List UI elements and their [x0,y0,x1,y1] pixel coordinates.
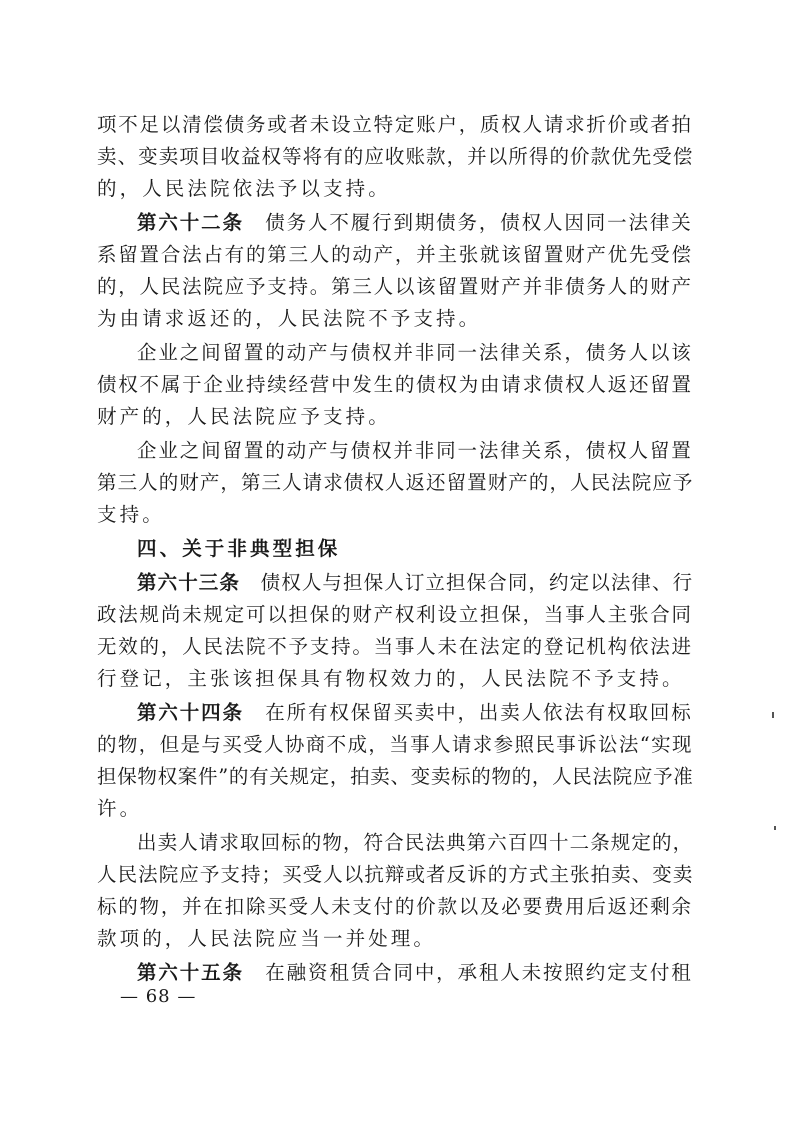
article-number: 第六十四条 [137,701,244,724]
text-line [97,274,693,300]
text-line [97,306,481,332]
text-line [97,666,685,692]
line-text: 企业之间留置的动产与债权并非同一法律关系，债权人留置 [137,439,693,462]
text-line [97,862,693,888]
text-line [97,176,391,202]
line-text: 的，人民法院应予支持。第三人以该留置财产并非债务人的财产 [97,275,693,298]
text-line [137,830,693,856]
text-line [137,438,693,464]
text-line [97,404,391,430]
line-text: 第三人的财产，第三人请求债权人返还留置财产的，人民法院应予 [97,471,694,494]
text-line [97,502,165,528]
text-line [97,112,693,138]
text-line [97,732,693,758]
line-text: 款项的，人民法院应当一并处理。 [97,927,437,950]
scan-speck [772,712,774,718]
line-text: 支持。 [97,503,165,526]
text-line [97,372,693,398]
text-line [137,210,693,236]
line-text: 行登记，主张该担保具有物权效力的，人民法院不予支持。 [97,667,685,690]
article-number: 第六十三条 [137,571,241,594]
line-text: 出卖人请求取回标的物，符合民法典第六百四十二条规定的， [137,831,694,854]
text-line [137,960,693,986]
section-heading [137,536,340,562]
text-line [97,894,693,920]
line-text: 企业之间留置的动产与债权并非同一法律关系，债务人以该 [137,341,693,364]
text-line [137,340,693,366]
scan-speck [774,826,776,830]
text-line [97,602,693,628]
line-text: 在所有权保留买卖中，出卖人依法有权取回标 [243,701,693,724]
line-text: 系留置合法占有的第三人的动产，并主张就该留置财产优先受偿 [97,243,693,266]
text-line [97,926,436,952]
line-text: 人民法院应予支持；买受人以抗辩或者反诉的方式主张拍卖、变卖 [97,863,694,886]
article-number: 第六十五条 [137,961,244,984]
line-text: 为由请求返还的，人民法院不予支持。 [97,307,482,330]
line-text: 债权不属于企业持续经营中发生的债权为由请求债权人返还留置 [97,373,693,396]
text-line [137,570,693,596]
line-text: 的物，但是与买受人协商不成，当事人请求参照民事诉讼法“实现 [97,733,693,756]
line-text: 政法规尚未规定可以担保的财产权利设立担保，当事人主张合同 [97,603,693,626]
line-text: 标的物，并在扣除买受人未支付的价款以及必要费用后返还剩余 [97,895,693,918]
section-heading-text: 四、关于非典型担保 [137,537,341,560]
line-text: 卖、变卖项目收益权等将有的应收账款，并以所得的价款优先受偿 [97,145,694,168]
line-text: 债务人不履行到期债务，债权人因同一法律关 [243,211,693,234]
text-line [97,242,693,268]
line-text: 许。 [97,797,143,820]
text-line [97,764,693,790]
line-text: 无效的，人民法院不予支持。当事人未在法定的登记机构依法进 [97,635,693,658]
text-line [97,634,693,660]
line-text: 债权人与担保人订立担保合同，约定以法律、行 [240,571,694,594]
text-line [97,144,693,170]
line-text: 财产的，人民法院应予支持。 [97,405,391,428]
text-line [97,470,693,496]
line-text: 项不足以清偿债务或者未设立特定账户，质权人请求折价或者拍 [97,113,693,136]
article-number: 第六十二条 [137,211,244,234]
line-text: 在融资租赁合同中，承租人未按照约定支付租 [243,961,693,984]
text-line [97,796,142,822]
text-line [137,700,693,726]
page-number: — 68 — [120,986,197,1007]
line-text: 担保物权案件”的有关规定，拍卖、变卖标的物的，人民法院应予准 [97,765,694,788]
line-text: 的，人民法院依法予以支持。 [97,177,391,200]
